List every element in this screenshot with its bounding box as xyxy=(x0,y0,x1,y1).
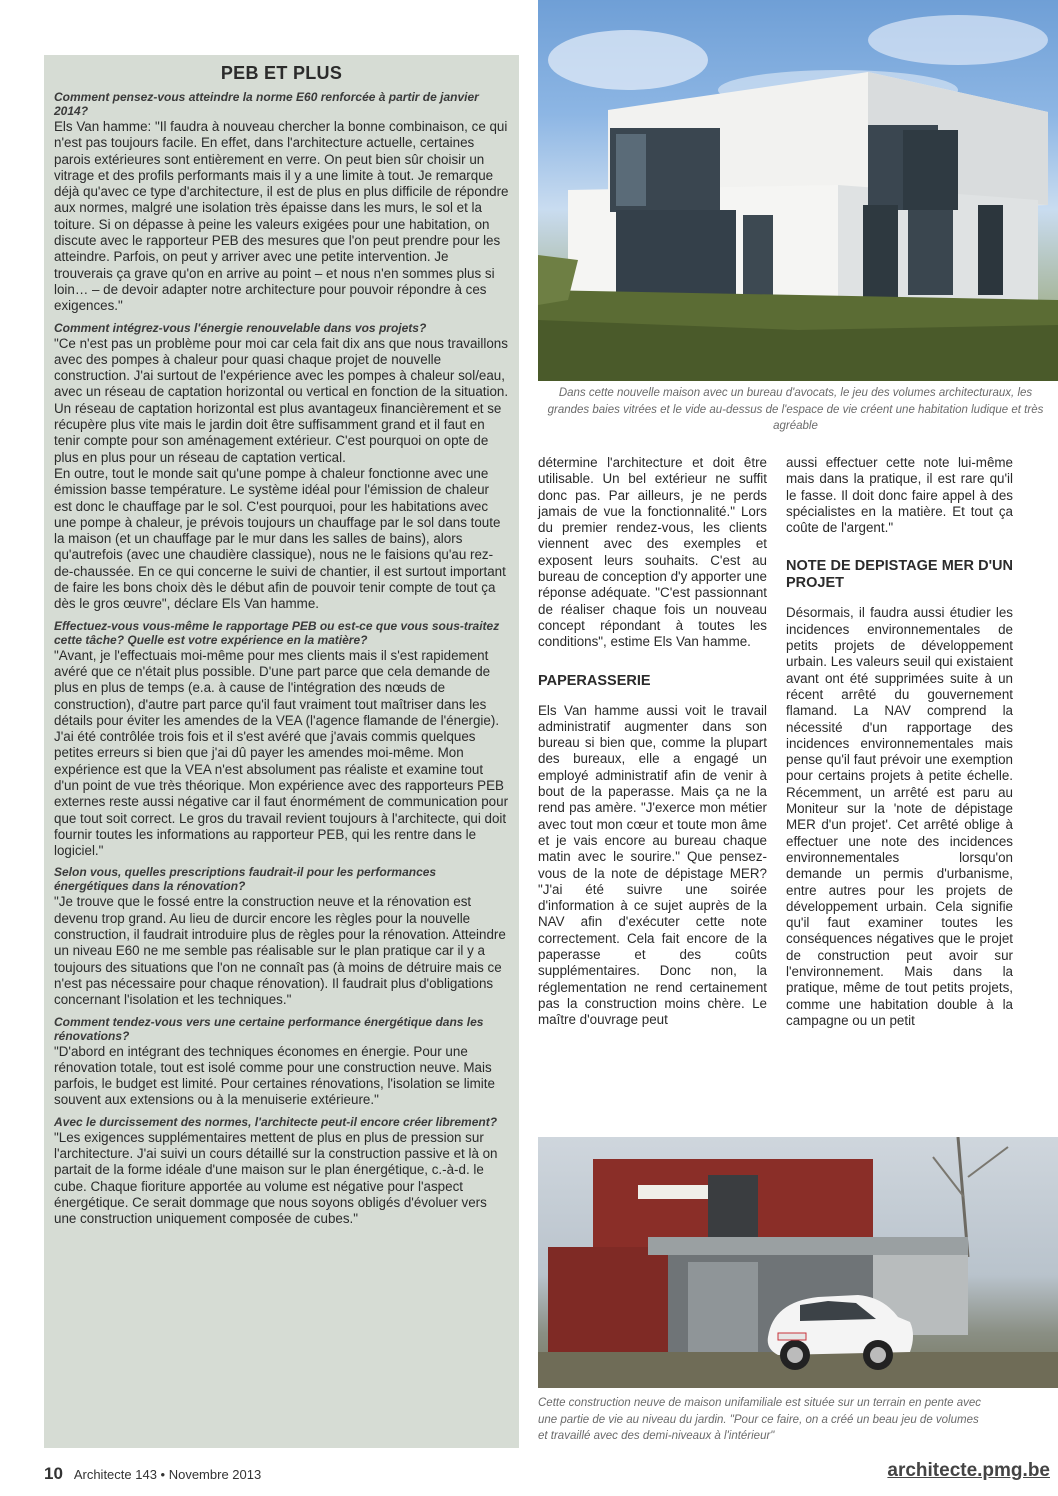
answer-2: "Ce n'est pas un problème pour moi car cela fait dix ans que nous travaillons avec des pompes à chaleur pour quasi chaque projet de nouvelle construction. J'ai surtout de l'expérience avec les pompes à chaleur sol/eau, avec un réseau de captation horizontal ou vertical en fonction de la situation. Un réseau de captation horizontal est plus avantageux financièrement et se récupère plus vite mais le jardin doit être suffisamment grand et il faut en tenir compte pour son aménagement extérieur. C'est pourquoi on opte de plus en plus pour un réseau de captation vertical. xyxy=(54,335,509,465)
question-6: Avec le durcissement des normes, l'architecte peut-il encore créer librement? xyxy=(54,1114,498,1129)
page-number: 10 xyxy=(44,1464,63,1483)
sidebar-box xyxy=(44,55,519,1448)
footer-left xyxy=(44,1464,261,1484)
column-left-paragraph-2: Els Van hamme aussi voit le travail administratif augmenter dans son bureau si bien que, comme la plupart des bureaux, elle a engagé un employé administratif afin de venir à bout de la paperasse. Mais ça ne la rend pas amère. "J'exerce mon métier avec tout mon cœur et toute mon âme et je vais encore au bureau chaque matin avec le sourire." Que pensez-vous de la note de dépistage MER? "J'ai été suivre une soirée d'information à ce sujet auprès de la NAV afin d'exécuter cette note correctement. Cela fait encore de la paperasse et des coûts supplémentaires. Donc non, la réglementation ne rend certainement pas la construction moins chère. Le maître d'ouvrage peut xyxy=(538,702,767,1028)
issue-info: Architecte 143 • Novembre 2013 xyxy=(73,1467,262,1482)
photo-white-house xyxy=(538,0,1058,381)
answer-4: "Je trouve que le fossé entre la construction neuve et la rénovation est devenu trop grand. Au lieu de durcir encore les règles pour la nouvelle construction, il faudrait introduire plus de règles pour la rénovation. Atteindre un niveau E60 ne me semble pas réalisable sur le plan pratique car il y a toujours des situations que l'on ne connaît pas (à moins de détruire mais ce n'est pas nécessaire pour chaque rénovation). Il faudrait plus d'obligations concernant l'isolation et les techniques." xyxy=(54,894,506,1008)
brick-house-illustration xyxy=(538,1137,1058,1388)
question-1: Comment pensez-vous atteindre la norme E60 renforcée à partir de janvier 2014? xyxy=(54,90,479,118)
caption-bottom-photo: Cette construction neuve de maison unifamiliale est située sur un terrain en pente avec une partie de vie au niveau du jardin. "Pour ce faire, on a créé un beau jeu de volumes et travaillé avec des demi-niveaux à l'intérieur" xyxy=(538,1397,982,1442)
answer-1: Els Van hamme: "Il faudra à nouveau chercher la bonne combinaison, ce qui n'est pas toujours facile. En effet, dans l'architecture actuelle, certaines parois extérieures sont entièrement en verre. On peut bien sûr choisir un vitrage et des profils performants mais il y a une limite à tout. Je remarque déjà qu'avec ce type d'architecture, il est de plus en plus difficile de répondre aux normes, malgré une isolation très épaisse dans les murs, le sol et la toiture. Si on dépasse à peine les valeurs exigées pour une habitation, on discute avec le rapporteur PEB des mesures que l'on peut prendre pour les atteindre. Parfois, on peut y arriver avec une petite intervention. Je trouverais ça grave qu'on en arrive au point – et nous n'en sommes plus si loin… – de devoir adapter notre architecture pour pouvoir répondre à ces exigences." xyxy=(54,119,509,314)
caption-top-photo: Dans cette nouvelle maison avec un bureau d'avocats, le jeu des volumes architecturaux, les grandes baies vitrées et le vide au-dessus de l'espace de vie créent une habitation ludique et très agréable xyxy=(547,387,1044,432)
heading-note-depistage: NOTE DE DEPISTAGE MER D'UN PROJET xyxy=(786,558,1013,592)
question-2: Comment intégrez-vous l'énergie renouvelable dans vos projets? xyxy=(54,320,427,335)
heading-paperasserie: PAPERASSERIE xyxy=(538,672,651,689)
answer-5: "D'abord en intégrant des techniques économes en énergie. Pour une rénovation totale, tout est isolé comme pour une construction neuve. Mais parfois, le budget est limité. Pour certaines rénovations, l'isolation se limite souvent aux extensions ou à la menuiserie extérieure." xyxy=(54,1043,495,1108)
column-right xyxy=(786,455,1013,1029)
column-left xyxy=(538,455,767,1029)
column-left-paragraph-1: détermine l'architecture et doit être utilisable. Un bel extérieur ne suffit donc pas. Par ailleurs, je ne perds jamais de vue la fonctionnalité." Lors du premier rendez-vous, les clients viennent avec des exemples et exposent leurs souhaits. C'est au bureau de conception d'y apporter une réponse adéquate. "C'est passionnant de réaliser chaque fois un nouveau concept répondant à toutes les conditions", estime Els Van hamme. xyxy=(538,455,767,650)
answer-2b: En outre, tout le monde sait qu'une pompe à chaleur fonctionne avec une émission basse température. Le système idéal pour l'émission de chaleur est donc le chauffage par le sol. C'est pourquoi, pour les habitations avec une pompe à chaleur, je prévois toujours un chauffage par le sol dans toute la maison (et un chauffage par le mur dans les salles de bains), alors qu'autrefois (avec une chaudière classique), nous ne le faisions qu'au rez-de-chaussée. En ce qui concerne le suivi de chantier, il est surtout important de faire les bons choix dès le début afin de pouvoir tenir compte de tout ça dès le gros œuvre", déclare Els Van hamme. xyxy=(54,465,506,612)
sidebar-title: PEB ET PLUS xyxy=(220,63,343,83)
answer-6: "Les exigences supplémentaires mettent de plus en plus de pression sur l'architecture. J'ai suivi un cours détaillé sur la construction passive et là on partait de la forme idéale d'une maison sur le plan énergétique, c.-à-d. le cube. Chaque fioriture apportée au volume est négative pour l'aspect énergétique. Ce serait dommage que nous soyons obligés d'évoluer vers une construction uniquement composée de cubes." xyxy=(54,1129,498,1227)
column-right-paragraph-2: Désormais, il faudra aussi étudier les incidences environnementales de petits projets de développement urbain. Les valeurs seuil qui existaient avant ont été supprimées suite à un récent arrêté du gouvernement flamand. La NAV comprend la nécessité d'un rapportage des incidences environnementales mais pense qu'il faut prévoir une exemption pour certains projets à petite échelle. Récemment, un arrêté est paru au Moniteur sur la 'note de dépistage MER d'un projet'. Cet arrêté oblige à effectuer une note des incidences environnementales lorsqu'on demande un permis d'urbanisme, entre autres pour les projets de développement urbain. Cela signifie qu'il faut examiner toutes les conséquences négatives que le projet de construction peut avoir sur l'environnement. Mais dans la pratique, même de tout petits projets, comme une habitation double à la campagne ou un petit xyxy=(786,605,1013,1028)
site-link[interactable]: architecte.pmg.be xyxy=(887,1460,1050,1481)
white-house-illustration xyxy=(538,0,1058,381)
question-3: Effectuez-vous vous-même le rapportage PEB ou est-ce que vous sous-traitez cette tâche? Quelle est votre expérience en la matière? xyxy=(54,618,500,647)
question-5: Comment tendez-vous vers une certaine performance énergétique dans les rénovations? xyxy=(54,1014,484,1043)
answer-3: "Avant, je l'effectuais moi-même pour mes clients mais il s'est rapidement avéré que ce n'était plus possible. D'une part parce que cela demande de plus en plus de temps (e.a. à cause de l'intégration des nœuds de construction), d'autre part parce qu'il faut vraiment tout maîtriser dans les détails pour éviter les amendes de la VEA (l'agence flamande de l'énergie). J'ai été contrôlée trois fois et il s'est avéré que j'avais commis quelques petites erreurs si bien que j'ai dû payer les amendes moi-même. Mon expérience est que la VEA n'est absolument pas réaliste et examine tout d'un point de vue très théorique. Mon expérience avec des rapporteurs PEB externes reste aussi négative car il faut énormément de communication pour que tout soit correct. Le gros du travail revient toujours à l'architecte, qui doit fournir toutes les informations au rapporteur PEB, qui les rentre dans le logiciel." xyxy=(54,647,509,859)
column-right-paragraph-1: aussi effectuer cette note lui-même mais dans la pratique, il est rare qu'il le fasse. Il doit donc faire appel à des spécialistes en la matière. Et tout ça coûte de l'argent." xyxy=(786,455,1013,536)
question-4: Selon vous, quelles prescriptions faudrait-il pour les performances énergétiques dans la rénovation? xyxy=(54,865,437,894)
photo-brick-house xyxy=(538,1137,1058,1388)
